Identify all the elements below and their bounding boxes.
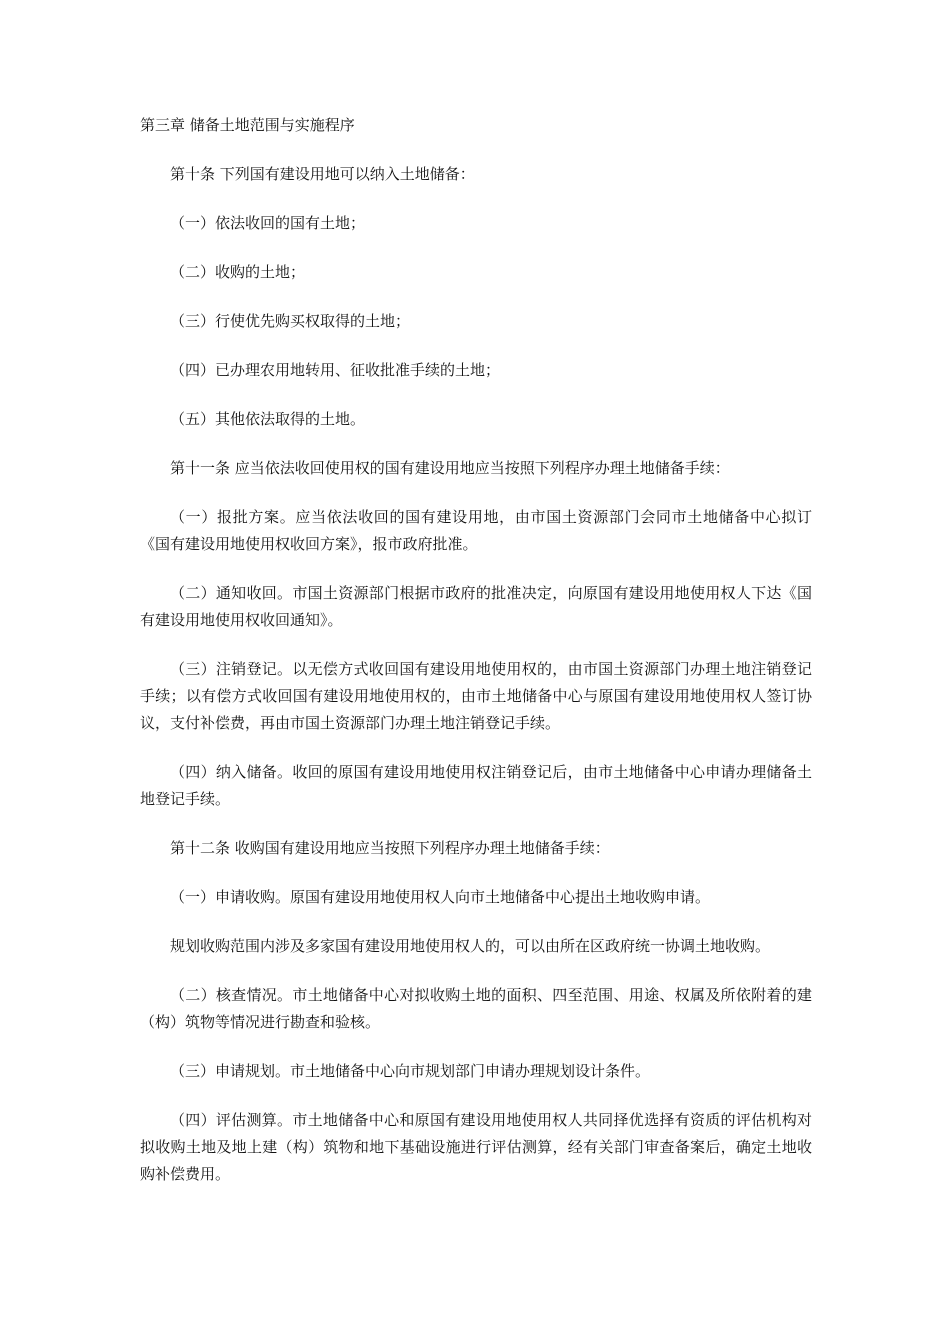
article-12-heading: 第十二条 收购国有建设用地应当按照下列程序办理土地储备手续： [170, 839, 610, 857]
article-12-item-3: （三）申请规划。市土地储备中心向市规划部门申请办理规划设计条件。 [170, 1062, 651, 1080]
article-11-heading: 第十一条 应当依法收回使用权的国有建设用地应当按照下列程序办理土地储备手续： [170, 459, 730, 477]
article-11-item-2: （二）通知收回。市国土资源部门根据市政府的批准决定，向原国有建设用地使用权人下达《国有建设用地使用权收回通知》。 [140, 584, 812, 629]
article-10-item-4: （四）已办理农用地转用、征收批准手续的土地； [170, 361, 501, 379]
article-11-item-3: （三）注销登记。以无偿方式收回国有建设用地使用权的，由市国土资源部门办理土地注销登记手续；以有偿方式收回国有建设用地使用权的，由市土地储备中心与原国有建设用地使用权人签订协议，支付补偿费，再由市国土资源部门办理土地注销登记手续。 [140, 660, 812, 732]
article-12-item-4: （四）评估测算。市土地储备中心和原国有建设用地使用权人共同择优选择有资质的评估机构对拟收购土地及地上建（构）筑物和地下基础设施进行评估测算，经有关部门审查备案后，确定土地收购补偿费用。 [140, 1111, 812, 1183]
article-10-item-5: （五）其他依法取得的土地。 [170, 410, 366, 428]
chapter-heading: 第三章 储备土地范围与实施程序 [140, 116, 355, 134]
document-body [140, 112, 812, 1210]
article-10-item-2: （二）收购的土地； [170, 263, 306, 281]
article-10-item-3: （三）行使优先购买权取得的土地； [170, 312, 411, 330]
article-12-item-2: （二）核查情况。市土地储备中心对拟收购土地的面积、四至范围、用途、权属及所依附着的建（构）筑物等情况进行勘查和验核。 [140, 986, 812, 1031]
article-12-item-1: （一）申请收购。原国有建设用地使用权人向市土地储备中心提出土地收购申请。 [170, 888, 711, 906]
article-10-item-1: （一）依法收回的国有土地； [170, 214, 366, 232]
article-11-item-1: （一）报批方案。应当依法收回的国有建设用地，由市国土资源部门会同市土地储备中心拟订《国有建设用地使用权收回方案》，报市政府批准。 [140, 508, 812, 553]
article-12-note: 规划收购范围内涉及多家国有建设用地使用权人的，可以由所在区政府统一协调土地收购。 [170, 937, 771, 955]
article-11-item-4: （四）纳入储备。收回的原国有建设用地使用权注销登记后，由市土地储备中心申请办理储备土地登记手续。 [140, 763, 812, 808]
article-10-heading: 第十条 下列国有建设用地可以纳入土地储备： [170, 165, 475, 183]
